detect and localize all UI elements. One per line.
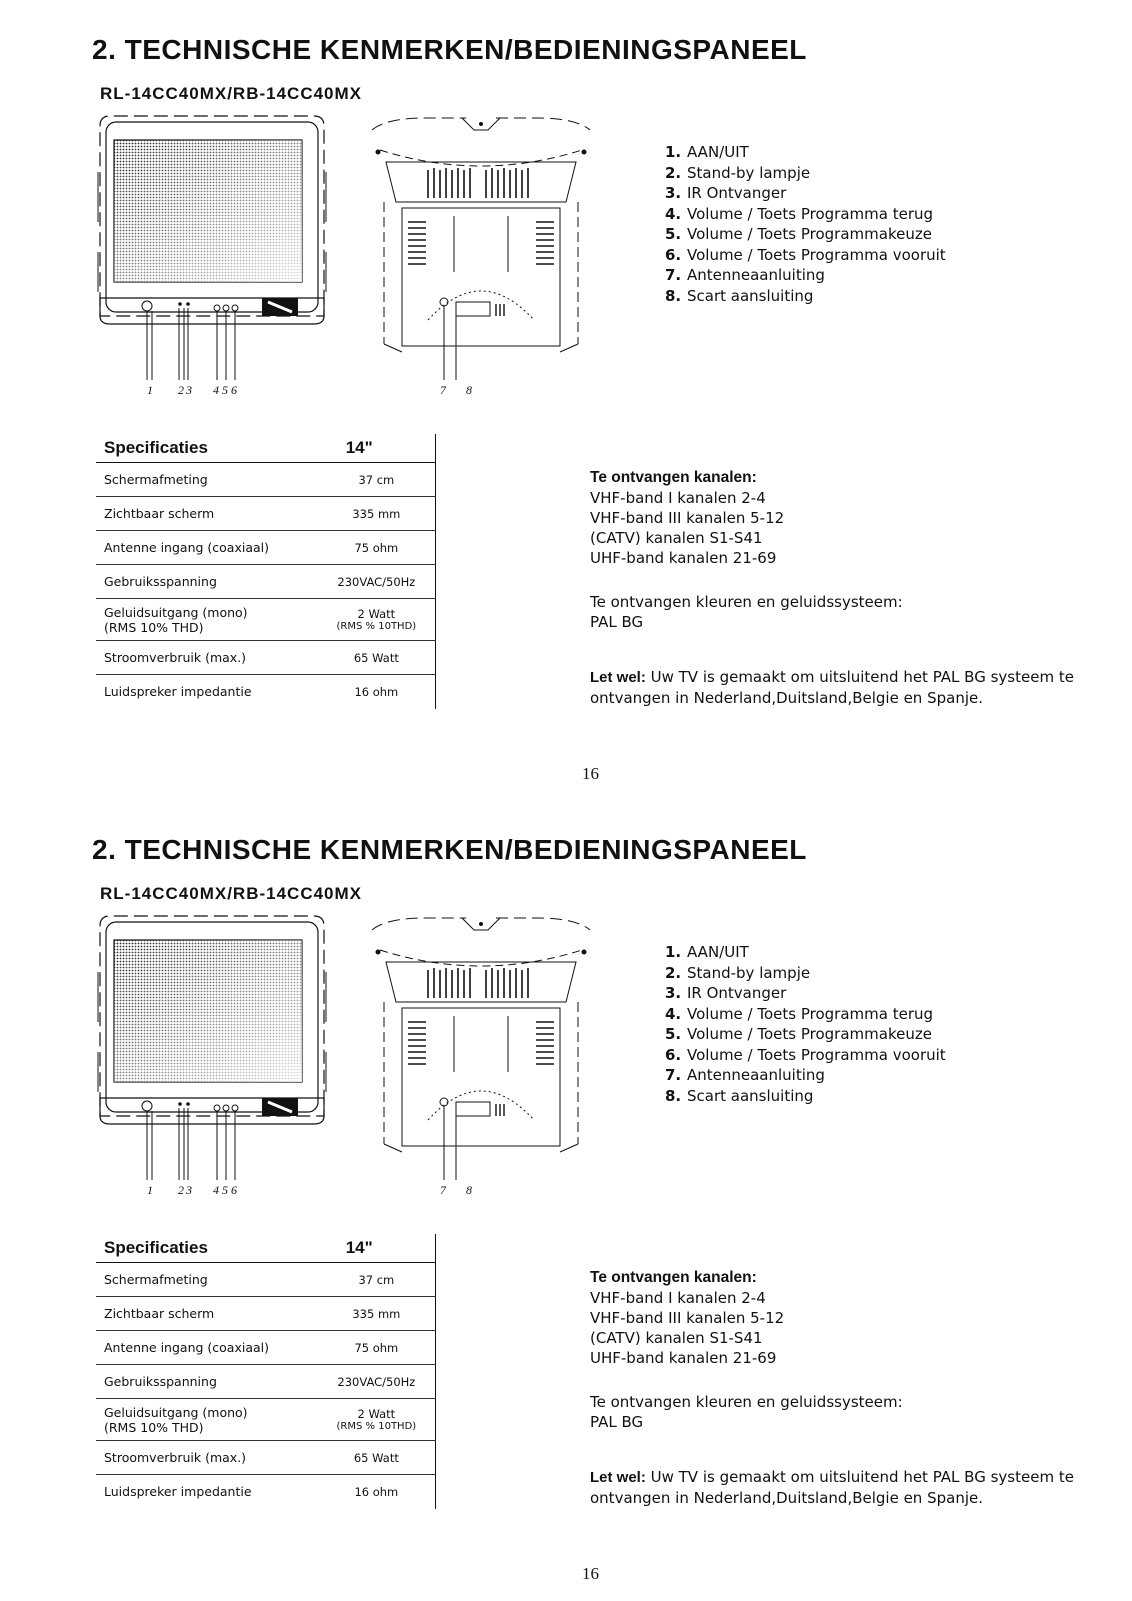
spec-rows <box>96 463 436 709</box>
legend-number: 8. <box>665 1086 682 1105</box>
legend-item <box>665 245 946 266</box>
channel-line: VHF-band I kanalen 2-4 <box>590 1289 766 1307</box>
back-label-8: 8 <box>466 1183 472 1197</box>
spec-label <box>96 675 318 709</box>
legend-number: 5. <box>665 1025 682 1043</box>
legend-item <box>665 942 946 963</box>
specifications-table <box>96 1234 436 1509</box>
legend-item <box>665 265 946 286</box>
page-number: 16 <box>582 764 599 783</box>
spec-row <box>96 565 436 599</box>
front-label-1: 1 <box>147 383 153 397</box>
channels-heading: Te ontvangen kanalen: <box>590 469 757 486</box>
legend-text: IR Ontvanger <box>687 984 787 1002</box>
back-label-7: 7 <box>440 383 446 397</box>
receivable-channels <box>590 1268 784 1368</box>
spec-label <box>96 1441 318 1475</box>
legend-text: Scart aansluiting <box>687 286 814 305</box>
colour-system-label: Te ontvangen kleuren en geluidssysteem: <box>590 593 903 611</box>
legend-item <box>665 983 946 1004</box>
spec-value-line: 16 ohm <box>354 1484 399 1499</box>
spec-value <box>318 1441 436 1475</box>
spec-value <box>318 1475 436 1509</box>
spec-label <box>96 565 318 599</box>
legend-text: Stand-by lampje <box>687 963 811 982</box>
spec-label-line: Antenne ingang (coaxiaal) <box>104 540 269 555</box>
spec-label <box>96 1331 318 1365</box>
spec-label <box>96 1365 318 1399</box>
channel-line: UHF-band kanalen 21-69 <box>590 549 777 567</box>
colour-system <box>590 592 903 632</box>
front-label-3: 3 <box>186 1183 192 1197</box>
legend-text: AAN/UIT <box>687 143 749 161</box>
legend-text: Stand-by lampje <box>687 163 811 182</box>
spec-label-line: Gebruiksspanning <box>104 1374 217 1389</box>
note <box>590 667 1090 708</box>
legend-text: AAN/UIT <box>687 943 749 961</box>
spec-label-line: Luidspreker impedantie <box>104 684 252 700</box>
spec-value <box>318 463 436 497</box>
legend-number: 5. <box>665 225 682 243</box>
legend-number: 1. <box>665 943 682 961</box>
spec-value-line: 75 ohm <box>354 1340 399 1355</box>
model-number: RL-14CC40MX/RB-14CC40MX <box>100 84 363 103</box>
front-label-4: 4 <box>213 383 219 397</box>
spec-row <box>96 599 436 641</box>
spec-value-line: 37 cm <box>358 472 395 487</box>
spec-value <box>318 1263 436 1297</box>
channel-line: (CATV) kanalen S1-S41 <box>590 529 763 547</box>
spec-row <box>96 1399 436 1441</box>
spec-label-line: Zichtbaar scherm <box>104 1306 215 1321</box>
spec-value-line: 75 ohm <box>354 540 399 555</box>
back-label-7: 7 <box>440 1183 446 1197</box>
spec-value-line: 65 Watt <box>353 650 399 665</box>
legend-item <box>665 1004 946 1025</box>
spec-value-line: 335 mm <box>352 1306 401 1321</box>
spec-value-line: (RMS % 10THD) <box>336 1421 417 1432</box>
legend-text: Scart aansluiting <box>687 1086 814 1105</box>
channels-list <box>590 1288 784 1368</box>
legend-number: 3. <box>665 184 682 202</box>
spec-value-line: 230VAC/50Hz <box>337 1374 416 1389</box>
spec-row <box>96 1365 436 1399</box>
spec-value-line: 230VAC/50Hz <box>337 574 416 589</box>
spec-label <box>96 463 318 497</box>
spec-label <box>96 1475 318 1509</box>
legend-text: Volume / Toets Programma vooruit <box>687 1045 946 1064</box>
legend-item <box>665 204 946 225</box>
spec-size-header: 14" <box>318 1234 436 1263</box>
spec-label <box>96 531 318 565</box>
spec-value-line: 65 Watt <box>353 1450 399 1465</box>
spec-value <box>318 641 436 675</box>
spec-label <box>96 1399 318 1441</box>
note-text: Uw TV is gemaakt om uitsluitend het PAL BG systeem te ontvangen in Nederland,Duitsland,Belgie en Spanje. <box>590 668 1074 707</box>
channels-list <box>590 488 784 568</box>
page-number: 16 <box>582 1564 599 1583</box>
tv-front-diagram <box>92 112 332 402</box>
front-label-3: 3 <box>186 383 192 397</box>
spec-label-line: Geluidsuitgang (mono) <box>104 1404 248 1420</box>
spec-label-line: Antenne ingang (coaxiaal) <box>104 1340 269 1355</box>
spec-label-line: (RMS 10% THD) <box>104 619 204 635</box>
front-label-5: 5 <box>222 383 228 397</box>
colour-system-value: PAL BG <box>590 1413 644 1431</box>
spec-label-line: Stroomverbruik (max.) <box>104 1450 247 1465</box>
spec-row <box>96 1441 436 1475</box>
legend-number: 6. <box>665 245 682 264</box>
legend-number: 7. <box>665 1066 682 1084</box>
legend-number: 4. <box>665 1004 682 1023</box>
controls-legend <box>665 142 946 306</box>
note-bold: Let wel: <box>590 1469 646 1486</box>
front-label-6: 6 <box>231 1183 237 1197</box>
spec-label <box>96 497 318 531</box>
spec-value <box>318 1331 436 1365</box>
legend-item <box>665 286 946 307</box>
spec-label-line: Gebruiksspanning <box>104 574 217 589</box>
spec-value-line: 2 Watt <box>357 607 396 621</box>
front-label-1: 1 <box>147 1183 153 1197</box>
tv-front-diagram <box>92 912 332 1202</box>
page-title: 2. TECHNISCHE KENMERKEN/BEDIENINGSPANEEL <box>92 34 807 65</box>
legend-item <box>665 1024 946 1045</box>
spec-label-line: Luidspreker impedantie <box>104 1484 252 1500</box>
spec-row <box>96 531 436 565</box>
spec-label-line: Stroomverbruik (max.) <box>104 650 247 665</box>
legend-item <box>665 183 946 204</box>
channel-line: VHF-band III kanalen 5-12 <box>590 509 785 527</box>
spec-row <box>96 497 436 531</box>
spec-row <box>96 641 436 675</box>
legend-number: 2. <box>665 163 682 182</box>
legend-text: Volume / Toets Programma terug <box>687 204 934 223</box>
spec-value <box>318 599 436 641</box>
spec-value <box>318 675 436 709</box>
spec-label-line: Geluidsuitgang (mono) <box>104 604 248 620</box>
spec-value-line: 37 cm <box>358 1272 395 1287</box>
tv-back-diagram <box>366 112 596 402</box>
spec-size-header: 14" <box>318 434 436 463</box>
spec-row <box>96 1297 436 1331</box>
note <box>590 1467 1090 1508</box>
spec-row <box>96 463 436 497</box>
legend-text: Volume / Toets Programmakeuze <box>687 225 932 243</box>
front-label-4: 4 <box>213 1183 219 1197</box>
legend-item <box>665 224 946 245</box>
back-label-8: 8 <box>466 383 472 397</box>
spec-label-line: (RMS 10% THD) <box>104 1419 204 1435</box>
specifications-table <box>96 434 436 709</box>
spec-label <box>96 1263 318 1297</box>
legend-number: 2. <box>665 963 682 982</box>
legend-item <box>665 163 946 184</box>
spec-row <box>96 1475 436 1509</box>
spec-label <box>96 1297 318 1331</box>
legend-item <box>665 963 946 984</box>
spec-label <box>96 599 318 641</box>
spec-row <box>96 1331 436 1365</box>
tv-back-diagram <box>366 912 596 1202</box>
spec-row <box>96 675 436 709</box>
spec-value <box>318 531 436 565</box>
legend-number: 3. <box>665 984 682 1002</box>
channel-line: VHF-band I kanalen 2-4 <box>590 489 766 507</box>
spec-rows <box>96 1263 436 1509</box>
spec-value-line: (RMS % 10THD) <box>336 621 417 632</box>
channels-heading: Te ontvangen kanalen: <box>590 1269 757 1286</box>
spec-value <box>318 1365 436 1399</box>
legend-text: Antenneaanluiting <box>687 1066 825 1084</box>
colour-system-value: PAL BG <box>590 613 644 631</box>
colour-system <box>590 1392 903 1432</box>
note-bold: Let wel: <box>590 669 646 686</box>
legend-text: Volume / Toets Programma terug <box>687 1004 934 1023</box>
legend-item <box>665 1086 946 1107</box>
front-label-2: 2 <box>178 383 184 397</box>
note-text: Uw TV is gemaakt om uitsluitend het PAL BG systeem te ontvangen in Nederland,Duitsland,Belgie en Spanje. <box>590 1468 1074 1507</box>
controls-legend <box>665 942 946 1106</box>
channel-line: (CATV) kanalen S1-S41 <box>590 1329 763 1347</box>
spec-label-line: Zichtbaar scherm <box>104 506 215 521</box>
legend-number: 6. <box>665 1045 682 1064</box>
legend-number: 4. <box>665 204 682 223</box>
legend-item <box>665 1045 946 1066</box>
spec-label <box>96 641 318 675</box>
legend-text: IR Ontvanger <box>687 184 787 202</box>
legend-text: Volume / Toets Programmakeuze <box>687 1025 932 1043</box>
front-label-6: 6 <box>231 383 237 397</box>
manual-page-top <box>0 0 1132 800</box>
model-number: RL-14CC40MX/RB-14CC40MX <box>100 884 363 903</box>
spec-value <box>318 1399 436 1441</box>
spec-label-line: Schermafmeting <box>104 472 208 487</box>
manual-page-bottom <box>0 800 1132 1600</box>
spec-value <box>318 497 436 531</box>
colour-system-label: Te ontvangen kleuren en geluidssysteem: <box>590 1393 903 1411</box>
channel-line: VHF-band III kanalen 5-12 <box>590 1309 785 1327</box>
channel-line: UHF-band kanalen 21-69 <box>590 1349 777 1367</box>
receivable-channels <box>590 468 784 568</box>
legend-number: 7. <box>665 266 682 284</box>
spec-value <box>318 1297 436 1331</box>
legend-text: Antenneaanluiting <box>687 266 825 284</box>
spec-value <box>318 565 436 599</box>
front-label-5: 5 <box>222 1183 228 1197</box>
spec-value-line: 335 mm <box>352 506 401 521</box>
legend-number: 1. <box>665 143 682 161</box>
spec-value-line: 16 ohm <box>354 684 399 699</box>
legend-text: Volume / Toets Programma vooruit <box>687 245 946 264</box>
front-label-2: 2 <box>178 1183 184 1197</box>
legend-item <box>665 142 946 163</box>
spec-label-line: Schermafmeting <box>104 1272 208 1287</box>
legend-item <box>665 1065 946 1086</box>
spec-value-line: 2 Watt <box>357 1407 396 1421</box>
spec-header: Specificaties <box>96 434 318 463</box>
legend-number: 8. <box>665 286 682 305</box>
page-title: 2. TECHNISCHE KENMERKEN/BEDIENINGSPANEEL <box>92 834 807 865</box>
spec-row <box>96 1263 436 1297</box>
spec-header: Specificaties <box>96 1234 318 1263</box>
